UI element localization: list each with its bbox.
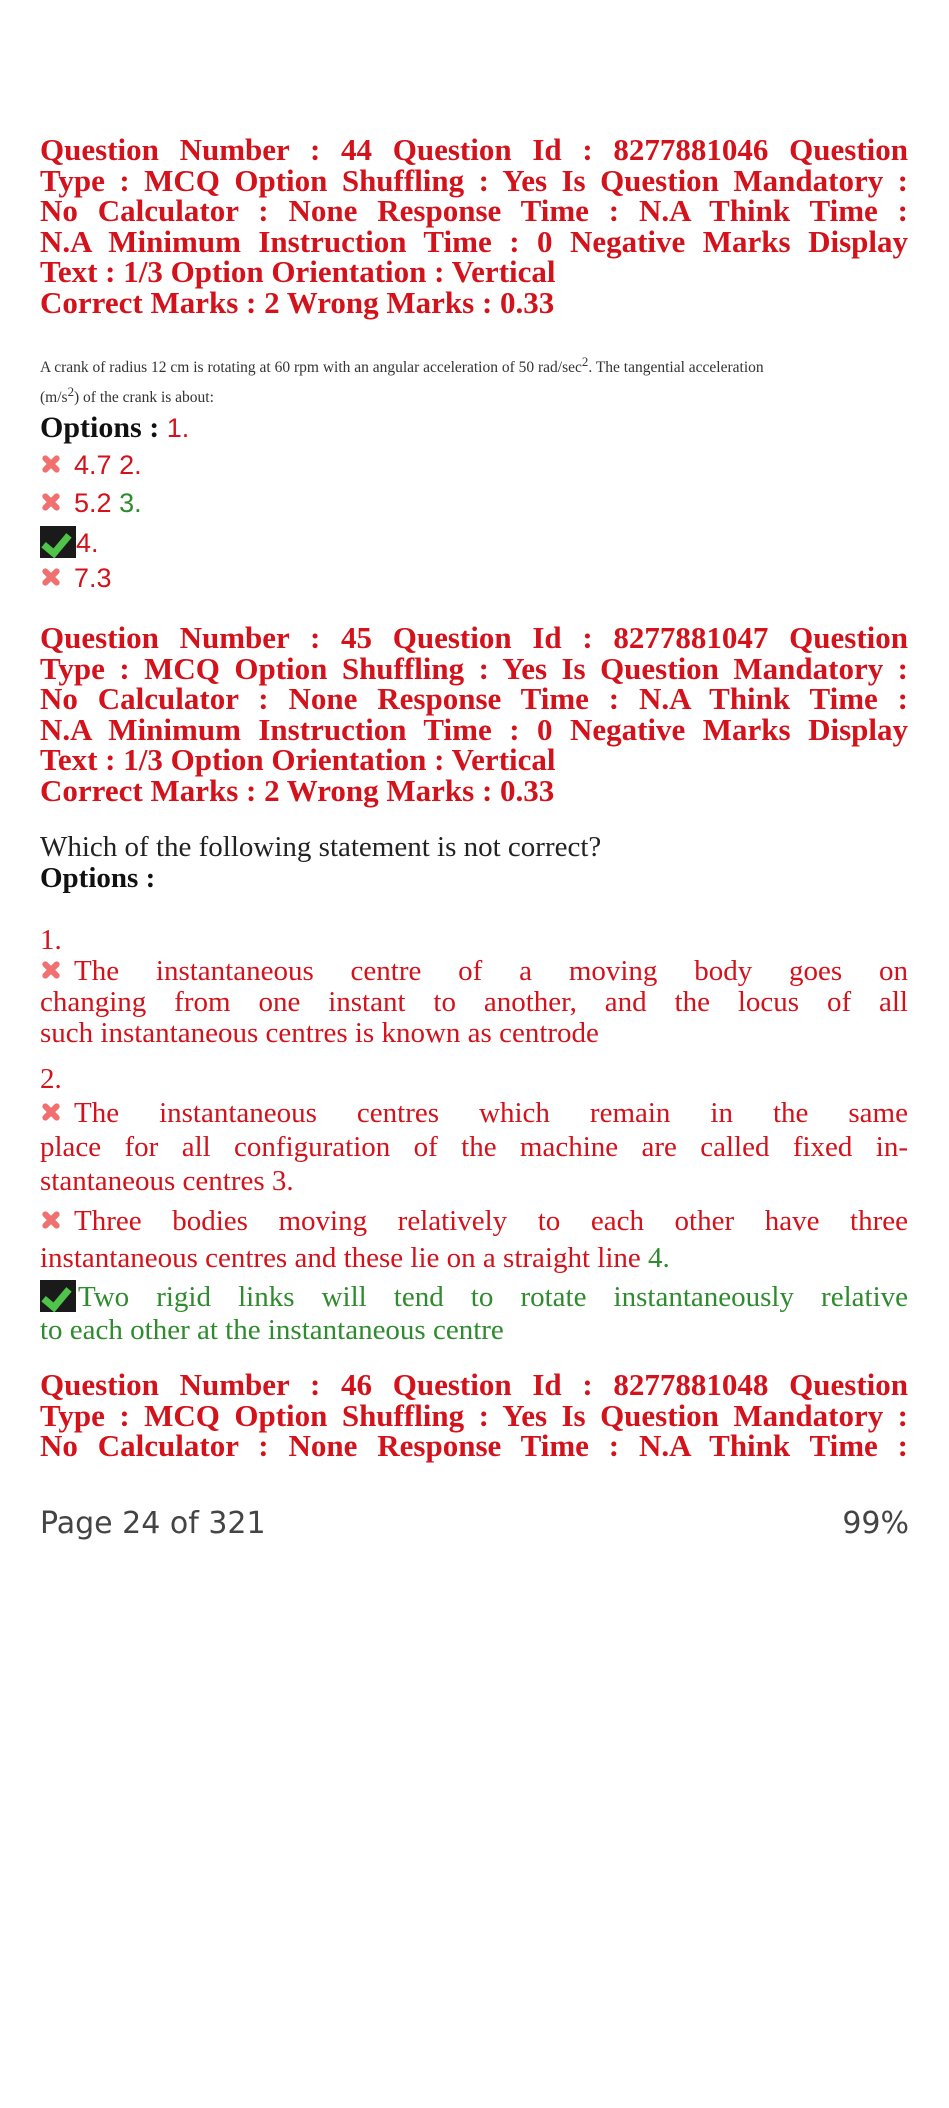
- q45-header: [40, 620, 908, 808]
- option-number: 3.: [119, 488, 142, 518]
- question-text: Which of the following statement is not correct?: [40, 831, 602, 863]
- q44-header: [40, 132, 908, 320]
- option-text: 4.7: [74, 450, 112, 480]
- header-line: No Calculator : None Response Time : N.A Think Time :: [40, 193, 908, 229]
- q44-option-3: [40, 526, 99, 558]
- header-line: N.A Minimum Instruction Time : 0 Negative Marks Display: [40, 711, 908, 747]
- header-line: Question Number : 45 Question Id : 8277881047 Question: [40, 620, 908, 655]
- option-number: 2.: [40, 1063, 62, 1095]
- header-line: Question Number : 44 Question Id : 8277881046 Question: [40, 132, 908, 167]
- header-line: Question Number : 46 Question Id : 8277881048 Question: [40, 1367, 908, 1402]
- option-number: 4.: [648, 1242, 670, 1274]
- header-line: Text : 1/3 Option Orientation : Vertical: [40, 742, 556, 778]
- correct-check-icon: [40, 1280, 76, 1312]
- q44-option-4: [40, 563, 112, 593]
- header-line: Type : MCQ Option Shuffling : Yes Is Question Mandatory :: [40, 1397, 908, 1433]
- option-text: place for all configuration of the machine are called fixed in-: [40, 1131, 908, 1163]
- option-text: stantaneous centres: [40, 1165, 265, 1197]
- q44-option-1: [40, 450, 142, 480]
- options-label: Options :: [40, 862, 156, 894]
- question-text: (m/s: [40, 389, 68, 407]
- question-text: A crank of radius 12 cm is rotating at 60 rpm with an angular acceleration of 50 rad/sec: [40, 359, 582, 377]
- zoom-level: 99%: [842, 1506, 909, 1541]
- option-number: 4.: [76, 528, 99, 558]
- option-number: 1.: [166, 413, 190, 443]
- question-text: ) of the crank is about:: [74, 389, 214, 407]
- option-number: 3.: [271, 1165, 294, 1197]
- superscript: 2: [581, 354, 589, 369]
- header-line: Type : MCQ Option Shuffling : Yes Is Question Mandatory :: [40, 162, 908, 198]
- header-line: N.A Minimum Instruction Time : 0 Negative Marks Display: [40, 223, 908, 259]
- page-indicator: Page 24 of 321: [40, 1506, 266, 1541]
- wrong-cross-icon: [40, 1209, 60, 1231]
- option-text: instantaneous centres and these lie on a straight line: [40, 1242, 641, 1274]
- q45-question: [40, 832, 908, 894]
- option-text: changing from one instant to another, and the locus of all: [40, 986, 908, 1018]
- superscript: 2: [67, 384, 75, 400]
- q44-question-text: [40, 350, 908, 410]
- q46-header: [40, 1367, 908, 1464]
- q45-option-2: [40, 1062, 908, 1198]
- wrong-cross-icon: [40, 453, 60, 475]
- option-text: Two rigid links will tend to rotate instantaneously relative: [78, 1281, 908, 1313]
- q44-option-2: [40, 488, 142, 518]
- option-number: 1.: [40, 924, 62, 956]
- header-line: No Calculator : None Response Time : N.A Think Time :: [40, 681, 908, 717]
- q44-options-label: [40, 413, 189, 443]
- correct-check-icon: [40, 526, 76, 558]
- option-text: Three bodies moving relatively to each other have three: [74, 1205, 908, 1237]
- options-label: Options :: [40, 411, 160, 444]
- header-line: No Calculator : None Response Time : N.A Think Time :: [40, 1428, 908, 1464]
- question-text: . The tangential acceleration: [588, 359, 764, 377]
- wrong-cross-icon: [40, 566, 60, 588]
- q45-option-1: [40, 925, 908, 1049]
- option-number: 2.: [119, 450, 142, 480]
- option-text: 7.3: [74, 563, 112, 593]
- q45-option-4: [40, 1280, 908, 1347]
- header-line: Correct Marks : 2 Wrong Marks : 0.33: [40, 284, 555, 320]
- header-line: Correct Marks : 2 Wrong Marks : 0.33: [40, 772, 555, 808]
- wrong-cross-icon: [40, 491, 60, 513]
- wrong-cross-icon: [40, 959, 60, 981]
- option-text: The instantaneous centres which remain in the same: [74, 1097, 908, 1129]
- header-line: Type : MCQ Option Shuffling : Yes Is Question Mandatory :: [40, 650, 908, 686]
- option-text: 5.2: [74, 488, 112, 518]
- header-line: Text : 1/3 Option Orientation : Vertical: [40, 254, 556, 290]
- option-text: such instantaneous centres is known as centrode: [40, 1017, 599, 1049]
- option-text: to each other at the instantaneous centre: [40, 1314, 504, 1346]
- wrong-cross-icon: [40, 1101, 60, 1123]
- option-text: The instantaneous centre of a moving body goes on: [74, 955, 908, 987]
- q45-option-3: [40, 1203, 908, 1277]
